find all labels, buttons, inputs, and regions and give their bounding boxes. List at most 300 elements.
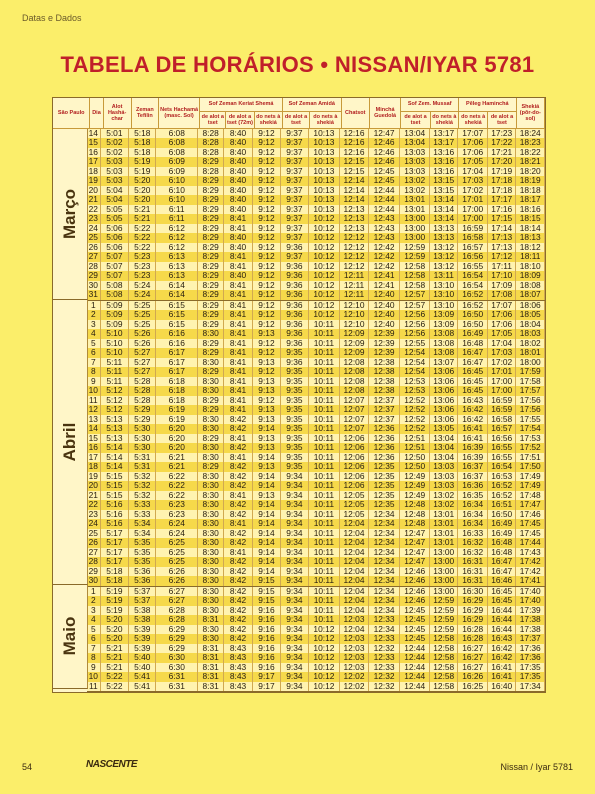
time-cell: 5:07 — [100, 271, 128, 281]
time-cell: 6:31 — [156, 682, 198, 692]
time-cell: 12:39 — [368, 339, 400, 349]
time-cell: 17:38 — [516, 625, 545, 635]
time-cell: 16:40 — [488, 682, 516, 692]
time-cell: 6:23 — [156, 510, 198, 520]
time-cell: 5:41 — [129, 682, 156, 692]
time-cell: 16:45 — [458, 386, 488, 396]
time-cell: 12:39 — [368, 348, 400, 358]
time-cell: 10:13 — [308, 195, 340, 205]
time-cell: 5:32 — [129, 491, 156, 501]
table-row — [87, 606, 545, 616]
time-cell: 5:18 — [129, 138, 156, 148]
time-cell: 17:49 — [516, 481, 545, 491]
time-cell: 13:15 — [430, 186, 458, 196]
time-cell: 16:58 — [488, 415, 516, 425]
time-cell: 8:30 — [198, 491, 224, 501]
time-cell: 9:14 — [252, 472, 280, 482]
day-cell: 1 — [87, 586, 100, 596]
time-cell: 17:23 — [488, 129, 516, 139]
time-cell: 5:35 — [129, 538, 156, 548]
time-cell: 5:35 — [129, 557, 156, 567]
time-cell: 10:11 — [308, 367, 340, 377]
time-cell: 9:14 — [252, 510, 280, 520]
time-cell: 16:50 — [458, 320, 488, 330]
time-cell: 17:49 — [516, 472, 545, 482]
time-cell: 12:05 — [340, 491, 368, 501]
time-cell: 5:23 — [129, 262, 156, 272]
time-cell: 9:34 — [281, 491, 308, 501]
time-cell: 13:12 — [430, 243, 458, 253]
table-row — [87, 625, 545, 635]
time-cell: 9:35 — [281, 424, 308, 434]
time-cell: 16:42 — [488, 653, 516, 663]
time-cell: 5:30 — [129, 434, 156, 444]
time-cell: 12:55 — [400, 339, 430, 349]
time-cell: 8:41 — [224, 367, 252, 377]
time-cell: 5:09 — [100, 320, 128, 330]
time-cell: 8:30 — [198, 386, 224, 396]
time-cell: 8:29 — [198, 233, 224, 243]
time-cell: 12:43 — [368, 233, 400, 243]
time-cell: 12:56 — [400, 320, 430, 330]
time-cell: 17:18 — [488, 186, 516, 196]
time-cell: 12:03 — [340, 663, 368, 673]
time-cell: 12:53 — [400, 386, 430, 396]
time-cell: 13:10 — [430, 290, 458, 300]
time-cell: 17:00 — [458, 205, 488, 215]
time-cell: 6:22 — [156, 481, 198, 491]
time-cell: 5:24 — [129, 281, 156, 291]
time-cell: 6:31 — [156, 672, 198, 682]
table-row — [87, 405, 545, 415]
time-cell: 5:39 — [129, 625, 156, 635]
time-cell: 6:18 — [156, 386, 198, 396]
time-cell: 6:15 — [156, 300, 198, 310]
time-cell: 8:30 — [198, 606, 224, 616]
time-cell: 5:40 — [129, 653, 156, 663]
time-cell: 9:37 — [281, 157, 308, 167]
time-cell: 12:03 — [340, 644, 368, 654]
time-cell: 12:35 — [368, 500, 400, 510]
time-cell: 9:35 — [281, 367, 308, 377]
time-cell: 17:04 — [488, 339, 516, 349]
time-cell: 9:12 — [252, 310, 280, 320]
time-cell: 8:42 — [224, 606, 252, 616]
time-cell: 8:29 — [198, 300, 224, 310]
time-cell: 9:12 — [252, 176, 280, 186]
time-cell: 12:13 — [340, 214, 368, 224]
time-cell: 16:44 — [488, 606, 516, 616]
time-cell: 12:38 — [368, 358, 400, 368]
table-body — [53, 129, 545, 693]
time-cell: 8:29 — [198, 271, 224, 281]
time-cell: 8:42 — [224, 538, 252, 548]
time-cell: 5:17 — [100, 548, 128, 558]
time-cell: 12:35 — [368, 472, 400, 482]
time-cell: 8:30 — [198, 377, 224, 387]
table-row — [87, 481, 545, 491]
header-sub-alot-pleg: de alot a tset — [488, 111, 516, 128]
time-cell: 18:02 — [516, 339, 545, 349]
time-cell: 10:11 — [308, 586, 340, 596]
day-cell: 2 — [87, 596, 100, 606]
time-cell: 16:30 — [458, 586, 488, 596]
time-cell: 9:14 — [252, 424, 280, 434]
day-cell: 7 — [87, 644, 100, 654]
time-cell: 5:13 — [100, 434, 128, 444]
time-cell: 13:02 — [400, 176, 430, 186]
time-cell: 12:45 — [400, 606, 430, 616]
time-cell: 16:27 — [458, 644, 488, 654]
time-cell: 5:33 — [129, 500, 156, 510]
time-cell: 8:42 — [224, 596, 252, 606]
day-cell: 4 — [87, 615, 100, 625]
time-cell: 9:13 — [252, 386, 280, 396]
time-cell: 9:12 — [252, 262, 280, 272]
table-row — [87, 557, 545, 567]
time-cell: 9:34 — [281, 663, 308, 673]
time-cell: 8:40 — [224, 157, 252, 167]
time-cell: 13:04 — [430, 453, 458, 463]
time-cell: 12:44 — [368, 205, 400, 215]
time-cell: 5:12 — [100, 405, 128, 415]
time-cell: 9:35 — [281, 348, 308, 358]
table-row — [87, 224, 545, 234]
time-cell: 13:00 — [400, 233, 430, 243]
time-cell: 12:54 — [400, 358, 430, 368]
time-cell: 12:34 — [368, 576, 400, 586]
time-cell: 8:42 — [224, 424, 252, 434]
header-sub-alot72: de alot a tset (72m) — [226, 111, 254, 128]
time-cell: 16:43 — [488, 634, 516, 644]
time-cell: 6:08 — [156, 148, 198, 158]
table-row — [87, 653, 545, 663]
time-cell: 17:51 — [516, 453, 545, 463]
time-cell: 9:34 — [281, 576, 308, 586]
time-cell: 12:54 — [400, 367, 430, 377]
time-cell: 5:05 — [100, 214, 128, 224]
time-cell: 10:11 — [308, 606, 340, 616]
day-cell: 18 — [87, 462, 100, 472]
time-cell: 5:10 — [100, 348, 128, 358]
time-cell: 9:36 — [281, 290, 308, 300]
time-cell: 12:08 — [340, 358, 368, 368]
time-cell: 12:37 — [368, 405, 400, 415]
time-cell: 16:53 — [488, 472, 516, 482]
day-cell: 30 — [87, 281, 100, 291]
time-cell: 5:19 — [100, 606, 128, 616]
time-cell: 8:29 — [198, 262, 224, 272]
time-cell: 8:29 — [198, 176, 224, 186]
time-cell: 12:46 — [400, 596, 430, 606]
time-cell: 17:35 — [516, 672, 545, 682]
time-cell: 12:15 — [340, 157, 368, 167]
time-cell: 13:03 — [400, 167, 430, 177]
time-cell: 12:12 — [340, 233, 368, 243]
time-cell: 16:48 — [488, 548, 516, 558]
time-cell: 12:44 — [400, 672, 430, 682]
time-cell: 12:33 — [368, 615, 400, 625]
time-cell: 8:30 — [198, 557, 224, 567]
day-cell: 9 — [87, 663, 100, 673]
time-cell: 12:15 — [340, 167, 368, 177]
time-cell: 16:48 — [458, 339, 488, 349]
time-cell: 12:34 — [368, 625, 400, 635]
time-cell: 16:58 — [458, 233, 488, 243]
time-cell: 16:42 — [488, 644, 516, 654]
day-cell: 20 — [87, 186, 100, 196]
table-row — [87, 434, 545, 444]
time-cell: 12:50 — [400, 453, 430, 463]
time-cell: 12:34 — [368, 510, 400, 520]
time-cell: 18:16 — [516, 205, 545, 215]
time-cell: 16:47 — [458, 348, 488, 358]
time-cell: 12:35 — [368, 491, 400, 501]
time-cell: 12:14 — [340, 186, 368, 196]
time-cell: 6:24 — [156, 519, 198, 529]
table-row — [87, 462, 545, 472]
time-cell: 8:41 — [224, 252, 252, 262]
time-cell: 5:15 — [100, 472, 128, 482]
time-cell: 9:12 — [252, 320, 280, 330]
header-tefilin: Zeman Tefilin — [131, 98, 158, 128]
time-cell: 10:12 — [308, 214, 340, 224]
time-cell: 10:11 — [308, 567, 340, 577]
time-cell: 13:06 — [430, 386, 458, 396]
time-cell: 12:45 — [400, 634, 430, 644]
time-cell: 12:48 — [400, 500, 430, 510]
time-cell: 16:25 — [458, 682, 488, 692]
time-cell: 13:05 — [430, 424, 458, 434]
time-cell: 12:58 — [430, 634, 458, 644]
time-cell: 6:18 — [156, 377, 198, 387]
time-cell: 9:35 — [281, 396, 308, 406]
time-cell: 18:09 — [516, 271, 545, 281]
time-cell: 8:30 — [198, 500, 224, 510]
time-cell: 6:17 — [156, 348, 198, 358]
time-cell: 13:01 — [400, 205, 430, 215]
day-cell: 26 — [87, 538, 100, 548]
time-cell: 9:34 — [281, 586, 308, 596]
time-cell: 9:13 — [252, 329, 280, 339]
time-cell: 8:42 — [224, 576, 252, 586]
time-cell: 12:04 — [340, 519, 368, 529]
time-cell: 13:08 — [430, 339, 458, 349]
time-cell: 16:26 — [458, 672, 488, 682]
time-cell: 8:30 — [198, 443, 224, 453]
time-cell: 12:59 — [430, 625, 458, 635]
time-cell: 5:21 — [100, 653, 128, 663]
time-cell: 8:40 — [224, 186, 252, 196]
day-cell: 6 — [87, 348, 100, 358]
time-cell: 17:01 — [458, 195, 488, 205]
time-cell: 12:40 — [368, 310, 400, 320]
time-cell: 13:16 — [430, 167, 458, 177]
time-cell: 12:57 — [400, 300, 430, 310]
time-cell: 17:35 — [516, 663, 545, 673]
day-cell: 26 — [87, 243, 100, 253]
time-cell: 6:11 — [156, 214, 198, 224]
footer-issue: Nissan / Iyar 5781 — [500, 762, 573, 772]
time-cell: 17:16 — [488, 205, 516, 215]
time-cell: 9:17 — [252, 682, 280, 692]
time-cell: 9:37 — [281, 186, 308, 196]
time-cell: 12:45 — [368, 176, 400, 186]
time-cell: 18:11 — [516, 252, 545, 262]
time-cell: 6:15 — [156, 320, 198, 330]
table-row — [87, 615, 545, 625]
time-cell: 9:15 — [252, 596, 280, 606]
time-cell: 5:08 — [100, 281, 128, 291]
time-cell: 6:26 — [156, 567, 198, 577]
time-cell: 12:41 — [368, 281, 400, 291]
time-cell: 13:16 — [430, 157, 458, 167]
time-cell: 12:56 — [400, 329, 430, 339]
time-cell: 5:20 — [100, 634, 128, 644]
time-cell: 12:47 — [400, 548, 430, 558]
time-cell: 16:41 — [458, 434, 488, 444]
time-cell: 12:58 — [430, 653, 458, 663]
time-cell: 12:36 — [368, 453, 400, 463]
time-cell: 13:15 — [430, 176, 458, 186]
time-cell: 10:13 — [308, 148, 340, 158]
time-cell: 12:16 — [340, 138, 368, 148]
time-cell: 6:12 — [156, 224, 198, 234]
time-cell: 18:19 — [516, 176, 545, 186]
time-cell: 5:19 — [129, 157, 156, 167]
time-cell: 6:29 — [156, 644, 198, 654]
table-row — [87, 672, 545, 682]
time-cell: 8:41 — [224, 358, 252, 368]
time-cell: 5:02 — [100, 148, 128, 158]
time-cell: 16:28 — [458, 634, 488, 644]
table-row — [87, 157, 545, 167]
time-cell: 12:12 — [340, 243, 368, 253]
time-cell: 10:12 — [308, 634, 340, 644]
time-cell: 17:07 — [488, 300, 516, 310]
time-cell: 16:29 — [458, 596, 488, 606]
time-cell: 6:11 — [156, 205, 198, 215]
time-cell: 5:03 — [100, 167, 128, 177]
time-cell: 12:04 — [340, 606, 368, 616]
time-cell: 9:34 — [281, 567, 308, 577]
time-cell: 12:44 — [400, 644, 430, 654]
table-row — [87, 195, 545, 205]
time-cell: 8:30 — [198, 548, 224, 558]
time-cell: 9:12 — [252, 205, 280, 215]
time-cell: 8:42 — [224, 625, 252, 635]
time-cell: 17:13 — [488, 243, 516, 253]
time-cell: 8:42 — [224, 472, 252, 482]
time-cell: 9:12 — [252, 167, 280, 177]
time-cell: 8:42 — [224, 481, 252, 491]
time-cell: 16:46 — [488, 576, 516, 586]
time-cell: 8:30 — [198, 625, 224, 635]
time-cell: 17:45 — [516, 519, 545, 529]
header-sub-nets: do nets à shekiá — [254, 111, 282, 128]
time-cell: 9:15 — [252, 586, 280, 596]
time-cell: 8:40 — [224, 195, 252, 205]
time-cell: 18:05 — [516, 310, 545, 320]
time-cell: 8:30 — [198, 538, 224, 548]
time-cell: 6:20 — [156, 434, 198, 444]
time-cell: 10:11 — [308, 415, 340, 425]
time-cell: 5:21 — [129, 214, 156, 224]
time-cell: 13:00 — [430, 586, 458, 596]
time-cell: 5:39 — [129, 644, 156, 654]
time-cell: 16:34 — [458, 510, 488, 520]
time-cell: 16:56 — [458, 252, 488, 262]
time-cell: 12:54 — [400, 348, 430, 358]
time-cell: 12:51 — [400, 434, 430, 444]
time-cell: 16:31 — [458, 576, 488, 586]
time-cell: 16:52 — [488, 491, 516, 501]
time-cell: 8:29 — [198, 205, 224, 215]
time-cell: 16:36 — [458, 481, 488, 491]
time-cell: 8:42 — [224, 510, 252, 520]
time-cell: 17:36 — [516, 653, 545, 663]
time-cell: 6:23 — [156, 500, 198, 510]
time-cell: 5:41 — [129, 672, 156, 682]
time-cell: 5:04 — [100, 186, 128, 196]
time-cell: 9:14 — [252, 538, 280, 548]
time-cell: 5:31 — [129, 462, 156, 472]
time-cell: 16:47 — [488, 567, 516, 577]
time-cell: 12:58 — [400, 271, 430, 281]
time-cell: 12:56 — [400, 310, 430, 320]
time-cell: 6:25 — [156, 538, 198, 548]
time-cell: 10:11 — [308, 405, 340, 415]
time-cell: 9:34 — [281, 500, 308, 510]
time-cell: 5:28 — [129, 377, 156, 387]
time-cell: 6:09 — [156, 157, 198, 167]
time-cell: 9:36 — [281, 339, 308, 349]
time-cell: 8:41 — [224, 290, 252, 300]
time-cell: 16:44 — [488, 625, 516, 635]
day-cell: 8 — [87, 367, 100, 377]
time-cell: 16:28 — [458, 625, 488, 635]
table-row — [87, 129, 545, 139]
time-cell: 12:47 — [368, 129, 400, 139]
time-cell: 5:23 — [129, 271, 156, 281]
time-cell: 12:36 — [368, 434, 400, 444]
time-cell: 12:06 — [340, 434, 368, 444]
time-cell: 13:12 — [430, 252, 458, 262]
time-cell: 9:34 — [281, 519, 308, 529]
time-cell: 13:03 — [430, 462, 458, 472]
time-cell: 12:32 — [368, 682, 400, 692]
time-cell: 13:01 — [400, 195, 430, 205]
month-block — [53, 129, 88, 300]
time-cell: 13:07 — [430, 358, 458, 368]
time-cell: 9:16 — [252, 625, 280, 635]
time-cell: 13:14 — [430, 214, 458, 224]
time-cell: 12:49 — [400, 472, 430, 482]
time-cell: 12:32 — [368, 672, 400, 682]
time-cell: 16:31 — [458, 557, 488, 567]
time-cell: 12:35 — [368, 462, 400, 472]
time-cell: 16:59 — [488, 396, 516, 406]
table-row — [87, 396, 545, 406]
month-block — [53, 585, 88, 690]
table-row — [87, 519, 545, 529]
time-cell: 8:28 — [198, 148, 224, 158]
time-cell: 17:13 — [488, 233, 516, 243]
time-cell: 17:11 — [488, 262, 516, 272]
time-cell: 9:14 — [252, 519, 280, 529]
time-cell: 12:43 — [368, 214, 400, 224]
time-cell: 12:10 — [340, 300, 368, 310]
